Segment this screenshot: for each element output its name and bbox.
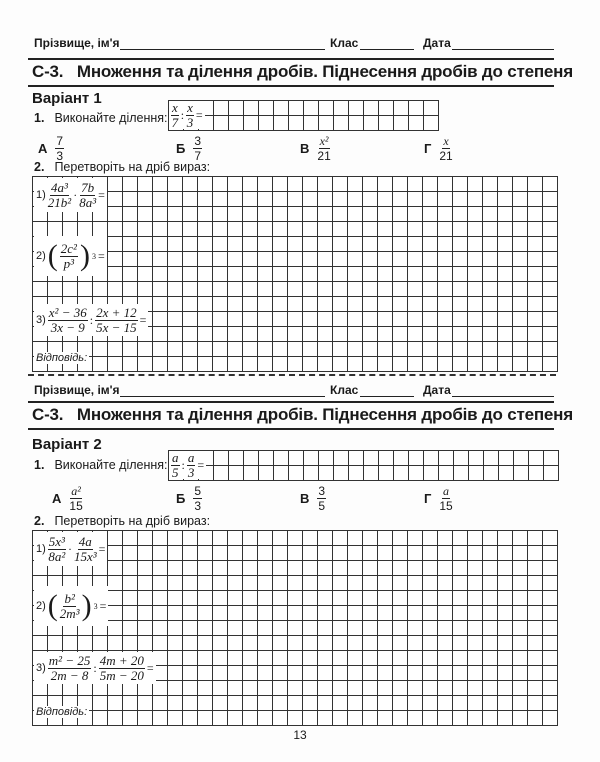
v2-answer-grid[interactable] [32,530,558,726]
date-field-2[interactable] [452,384,554,397]
v2-answer-label: Відповідь: [36,706,88,718]
v2-option-a[interactable]: А $\frac{\text{a²}}{15}$ [52,484,83,513]
title-rule-bottom [28,85,554,87]
v1-option-a[interactable]: А $\frac{7}{3}$ [38,134,64,163]
name-field-2[interactable] [120,384,325,397]
v1-answer-grid[interactable] [32,176,558,372]
variant-2-title: Варіант 2 [32,436,102,453]
title-rule-bottom-2 [28,428,554,430]
v1-task1 [34,111,168,125]
name-label-2: Прізвище, ім'я [34,383,120,397]
v2-expression-2: 2) ( $\frac{\text{b²}}{\text{2m³}}$ ) 3 = [34,586,108,626]
v2-option-d[interactable]: Г $\frac{a}{15}$ [424,484,453,513]
v2-task2-text: Перетворіть на дріб вираз: [54,514,211,528]
date-field[interactable] [452,37,554,50]
v1-task2-number: 2. [34,160,45,174]
v2-task1-grid[interactable] [168,450,559,481]
v1-option-c[interactable]: В $\frac{\text{x²}}{21}$ [300,134,331,163]
v1-option-d[interactable]: Г $\frac{x}{21}$ [424,134,453,163]
cut-line [28,374,556,376]
section-title-2: С-3. Множення та ділення дробів. Піднесення дробів до степеня [32,405,573,424]
v2-task1-number: 1. [34,458,45,472]
v1-task1-number: 1. [34,111,45,125]
title-rule-top [28,58,554,60]
class-label: Клас [330,36,359,50]
v2-expression-1: 1) $\frac{\text{5x³}}{\text{8a²}}$ · $\frac{4a}{\text{15x³}}$ = [34,532,107,566]
v1-task2 [34,160,210,174]
v1-task1-expression: $\frac{x}{7}$ : $\frac{x}{3}$ = [169,101,205,129]
name-field[interactable] [120,37,325,50]
v2-task1 [34,458,168,472]
title-rule-top-2 [28,401,554,403]
name-label: Прізвище, ім'я [34,36,120,50]
date-label-2: Дата [423,383,451,397]
v2-task2-number: 2. [34,514,45,528]
v2-option-b[interactable]: Б $\frac{5}{3}$ [176,484,202,513]
v1-answer-label: Відповідь: [36,352,88,364]
variant-1-title: Варіант 1 [32,90,102,107]
v1-expression-2: 2) ( $\frac{\text{2c²}}{\text{p³}}$ ) 3 = [34,236,107,276]
v1-task1-grid[interactable] [168,100,439,131]
v1-task1-text: Виконайте ділення: [54,111,168,125]
v2-option-c[interactable]: В $\frac{3}{5}$ [300,484,326,513]
class-field[interactable] [360,37,414,50]
v1-option-b[interactable]: Б $\frac{3}{7}$ [176,134,202,163]
v1-task2-text: Перетворіть на дріб вираз: [54,160,211,174]
v2-task2 [34,514,210,528]
section-title: С-3. Множення та ділення дробів. Піднесення дробів до степеня [32,62,573,81]
v2-expression-3: 3) $\frac{\text{m² − 25}}{2m - 8}$ : $\frac{4m + 20}{5m - 20}$ = [36,652,154,683]
class-label-2: Клас [330,383,359,397]
v1-expression-1: 1) $\frac{\text{4a³}}{\text{21b²}}$ · $\frac{7b}{\text{8a³}}$ = [34,178,107,212]
v2-task1-text: Виконайте ділення: [54,458,168,472]
date-label: Дата [423,36,451,50]
v1-expression-3: 3) $\frac{\text{x² − 36}}{3x - 9}$ : $\frac{2x + 12}{5x - 15}$ = [36,304,147,335]
page-number: 13 [293,728,307,742]
class-field-2[interactable] [360,384,414,397]
v2-task1-expression: $\frac{a}{5}$ : $\frac{a}{3}$ = [169,451,206,479]
